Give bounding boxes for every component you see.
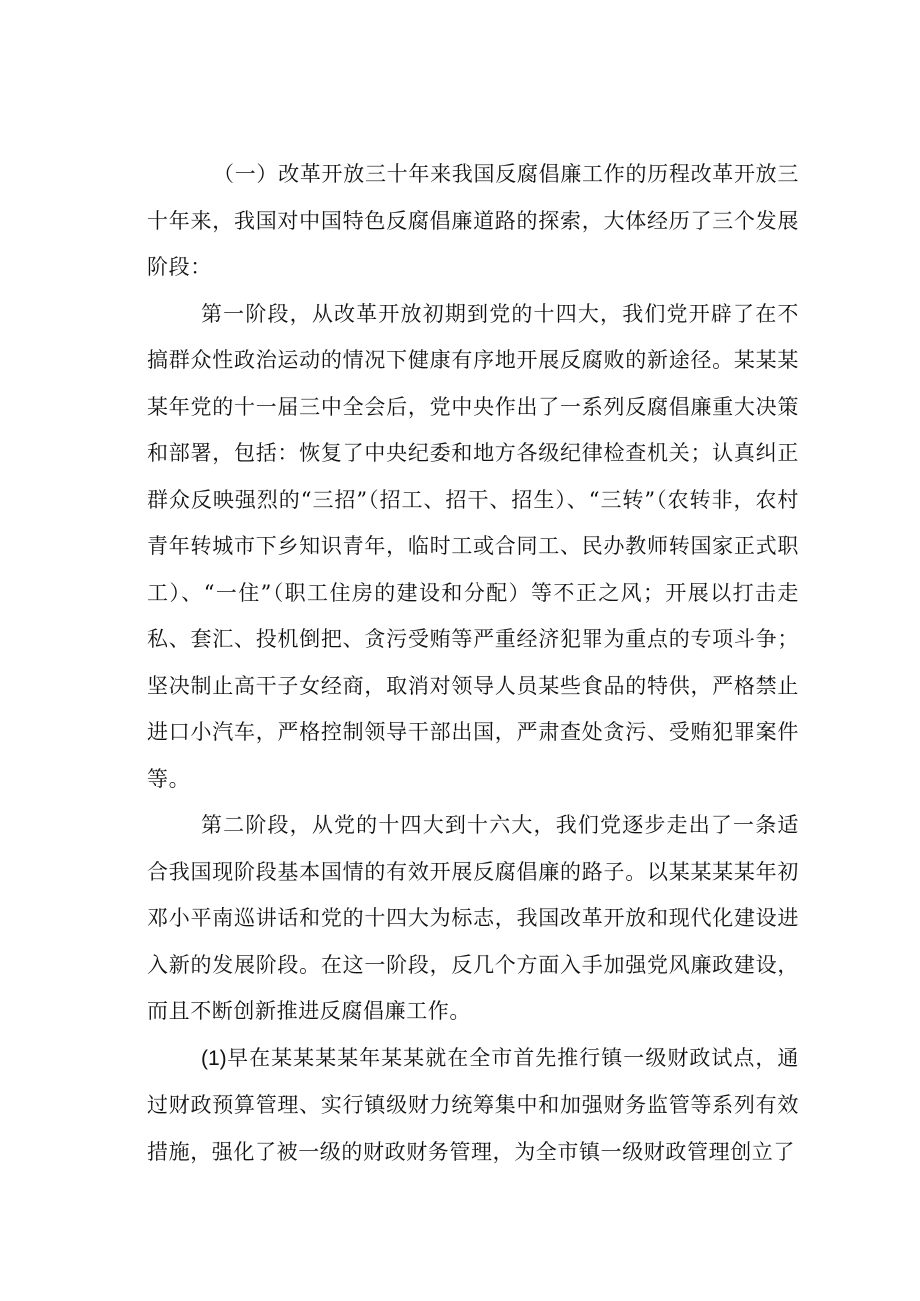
item-marker: (1): [201, 1046, 227, 1070]
item-text: 早在某某某某年某某就在全市首先推行镇一级财政试点，通过财政预算管理、实行镇级财力统筹集中和加强财务监管等系列有效措施，强化了被一级的财政财务管理，为全市镇一级财政管理创立了: [147, 1045, 799, 1164]
paragraph-stage-one: 第一阶段，从改革开放初期到党的十四大，我们党开辟了在不搞群众性政治运动的情况下健康有序地开展反腐败的新途径。某某某某年党的十一届三中全会后，党中央作出了一系列反腐倡廉重大决策和部署，包括：恢复了中央纪委和地方各级纪律检查机关；认真纠正群众反映强烈的“三招”（招工、招干、招生）、“三转”（农转非，农村青年转城市下乡知识青年，临时工或合同工、民办教师转国家正式职工）、“一住”（职工住房的建设和分配）等不正之风；开展以打击走私、套汇、投机倒把、贪污受贿等严重经济犯罪为重点的专项斗争；坚决制止高干子女经商，取消对领导人员某些食品的特供，严格禁止进口小汽车，严格控制领导干部出国，严肃查处贪污、受贿犯罪案件等。: [147, 301, 799, 791]
document-page: [147, 151, 799, 1175]
paragraph-item-one: [147, 1035, 799, 1176]
paragraph-stage-two: 第二阶段，从党的十四大到十六大，我们党逐步走出了一条适合我国现阶段基本国情的有效开展反腐倡廉的路子。以某某某某年初邓小平南巡讲话和党的十四大为标志，我国改革开放和现代化建设进入新的发展阶段。在这一阶段，反几个方面入手加强党风廉政建设，而且不断创新推进反腐倡廉工作。: [147, 813, 799, 1023]
paragraph-history-intro: （一）改革开放三十年来我国反腐倡廉工作的历程改革开放三十年来，我国对中国特色反腐倡廉道路的探索，大体经历了三个发展阶段：: [147, 162, 799, 279]
